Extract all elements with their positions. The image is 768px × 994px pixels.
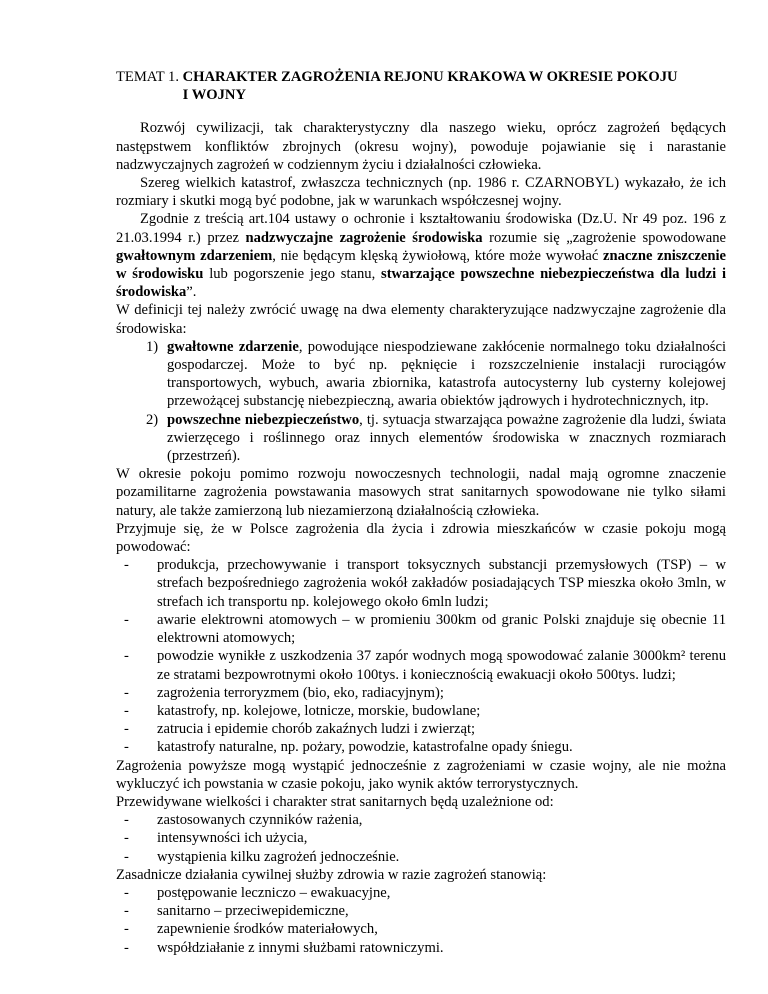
paragraph-catastrophes: Szereg wielkich katastrof, zwłaszcza technicznych (np. 1986 r. CZARNOBYL) wykazało, że ich rozmiary i skutki mogą być podobne, jak w warunkach współczesnej wojny.	[116, 175, 726, 210]
list-item-text: wystąpienia kilku zagrożeń jednocześnie.	[157, 848, 400, 865]
document-title	[116, 68, 726, 104]
paragraph-definition	[116, 210, 726, 301]
list-item-text: zapewnienie środków materiałowych,	[157, 921, 378, 938]
title-line-2: I WOJNY	[182, 87, 247, 104]
dash-bullet: -	[124, 921, 129, 938]
dash-bullet: -	[124, 611, 129, 628]
list-item	[116, 884, 726, 902]
dash-bullet: -	[124, 903, 129, 920]
title-line-1: CHARAKTER ZAGROŻENIA REJONU KRAKOWA W OKRESIE POKOJU	[182, 69, 678, 85]
list-item-text: współdziałanie z innymi służbami ratowniczymi.	[157, 939, 444, 956]
definition-bold: nadzwyczajne zagrożenie środowiska	[245, 229, 483, 246]
definition-text: rozumie się „zagrożenie spowodowane	[482, 229, 726, 246]
list-item-text: powodzie wynikłe z uszkodzenia 37 zapór wodnych mogą spowodować zalanie 3000km² terenu ze stratami bezpowrotnymi około 100tys. i koniecznością ewakuacji około 500tys. ludzi;	[157, 648, 726, 683]
list-item-text: katastrofy naturalne, np. pożary, powodzie, katastrofalne opady śniegu.	[157, 739, 573, 756]
dash-bullet: -	[124, 721, 129, 738]
dash-bullet: -	[124, 884, 129, 901]
list-item-text: katastrofy, np. kolejowe, lotnicze, morskie, budowlane;	[157, 702, 481, 719]
dash-bullet: -	[124, 702, 129, 719]
list-item	[116, 684, 726, 702]
dash-bullet: -	[124, 684, 129, 701]
list-item-text: sanitarno – przeciwepidemiczne,	[157, 903, 349, 920]
list-item-text: zastosowanych czynników rażenia,	[157, 812, 363, 829]
elements-list	[116, 338, 726, 465]
list-item	[116, 920, 726, 938]
threats-list	[116, 556, 726, 756]
paragraph-simultaneous: Zagrożenia powyższe mogą wystąpić jednocześnie z zagrożeniami w czasie wojny, ale nie można wykluczyć ich powstania w czasie pokoju, jako wynik aktów terrorystycznych.	[116, 757, 726, 792]
list-item-text: produkcja, przechowywanie i transport toksycznych substancji przemysłowych (TSP) – w strefach bezpośredniego zagrożenia wokół zakładów posiadających TSP mieszka około 3mln, w strefach ich transportu np. kolejowego około 6mln ludzi;	[157, 557, 726, 610]
list-item-text: awarie elektrowni atomowych – w promieniu 300km od granic Polski znajduje się obecnie 11 elektrowni atomowych;	[157, 611, 726, 647]
definition-text: Zgodnie z treścią art.104 ustawy o ochronie i kształtowaniu środowiska (Dz.U. Nr 49 poz. 196 z 21.03.1994 r.) przez	[116, 211, 726, 246]
definition-bold: stwarzające powszechne niebezpieczeństwa dla ludzi i środowiska	[116, 266, 727, 301]
list-item	[116, 902, 726, 920]
list-item-text: zagrożenia terroryzmem (bio, eko, radiacyjnym);	[157, 684, 444, 701]
list-item	[116, 738, 726, 756]
list-item	[116, 811, 726, 829]
list-number: 1)	[146, 338, 159, 355]
list-item	[116, 647, 726, 683]
list-item	[116, 939, 726, 957]
dash-bullet: -	[124, 939, 129, 956]
paragraph-actions-intro: Zasadnicze działania cywilnej służby zdrowia w razie zagrożeń stanowią:	[116, 866, 547, 883]
list-item	[116, 720, 726, 738]
list-item	[116, 338, 726, 411]
list-item-text: zatrucia i epidemie chorób zakaźnych ludzi i zwierząt;	[157, 721, 476, 738]
title-prefix: TEMAT 1.	[116, 69, 183, 85]
list-item	[116, 848, 726, 866]
list-item-text: postępowanie leczniczo – ewakuacyjne,	[157, 884, 391, 901]
list-item-text: intensywności ich użycia,	[157, 830, 308, 847]
paragraph-elements-intro: W definicji tej należy zwrócić uwagę na dwa elementy charakteryzujące nadzwyczajne zagrożenie dla środowiska:	[116, 302, 726, 337]
dash-bullet: -	[124, 739, 129, 756]
list-item	[116, 702, 726, 720]
paragraph-peacetime: W okresie pokoju pomimo rozwoju nowoczesnych technologii, nadal mają ogromne znaczenie pozamilitarne zagrożenia powstawania masowych strat sanitarnych spowodowane nie tylko siłami natury, ale także zamierzoną lub niezamierzoną działalnością człowieka.	[116, 466, 726, 519]
definition-text: , nie będącym klęską żywiołową, które może wywołać	[272, 247, 603, 264]
list-item-text: , powodujące niespodziewane zakłócenie normalnego toku działalności gospodarczej. Może to być np. pęknięcie i rozszczelnienie instalacji rurociągów transportowych, wybuch, awaria zbiornika, katastrofa autocysterny lub cysterny kolejowej przewożącej substancję niebezpieczną, awaria obiektów jądrowych i hydrotechnicznych, itp.	[167, 338, 727, 410]
dash-bullet: -	[124, 557, 129, 574]
list-item-bold: powszechne niebezpieczeństwo	[167, 411, 360, 428]
factors-list	[116, 811, 726, 866]
definition-text: ”.	[186, 284, 197, 301]
list-item	[116, 611, 726, 647]
actions-list	[116, 884, 726, 957]
definition-text: lub pogorszenie jego stanu,	[203, 266, 382, 283]
list-number: 2)	[146, 411, 159, 428]
definition-bold: gwałtownym zdarzeniem	[116, 247, 273, 264]
list-item	[116, 556, 726, 611]
list-item-bold: gwałtowne zdarzenie	[167, 338, 299, 355]
paragraph-losses-intro: Przewidywane wielkości i charakter strat sanitarnych będą uzależnione od:	[116, 793, 554, 810]
list-item	[116, 829, 726, 847]
paragraph-poland-threats: Przyjmuje się, że w Polsce zagrożenia dla życia i zdrowia mieszkańców w czasie pokoju mogą powodować:	[116, 520, 726, 556]
dash-bullet: -	[124, 812, 129, 829]
list-item-text: , tj. sytuacja stwarzająca poważne zagrożenie dla ludzi, świata zwierzęcego i roślinnego oraz innych elementów środowiska w znacznych rozmiarach (przestrzeń).	[167, 411, 726, 465]
dash-bullet: -	[124, 848, 129, 865]
dash-bullet: -	[124, 830, 129, 847]
paragraph-intro: Rozwój cywilizacji, tak charakterystyczny dla naszego wieku, oprócz zagrożeń będących następstwem konfliktów zbrojnych (okresu wojny), powoduje pojawianie się i narastanie nadzwyczajnych zagrożeń w codziennym życiu i działalności człowieka.	[116, 120, 726, 173]
document-body	[116, 68, 726, 957]
dash-bullet: -	[124, 648, 129, 665]
list-item	[116, 411, 726, 466]
definition-bold: znaczne zniszczenie w środowisku	[116, 247, 726, 283]
